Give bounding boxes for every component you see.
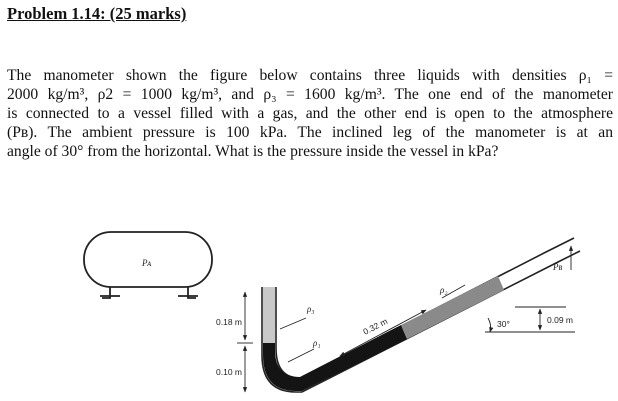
angle-label: 30° [497,319,510,329]
liquid-rho2 [401,276,504,339]
open-end-pressure-label: Pʙ [553,262,563,272]
dimension-right-label: 0.09 m [547,315,573,325]
dimension-incline-label: 0.32 m [361,316,390,337]
dimension-lines [237,246,575,392]
rho1-label: ρ₁ [313,338,321,348]
problem-line: angle of 30° from the horizontal. What is the pressure inside the vessel in kPa? [7,143,499,160]
problem-heading: Problem 1.14: (25 marks) [7,4,187,23]
problem-line: 2000 kg/m³, ρ2 = 1000 kg/m³, and ρ₃ = 1600 kg/m³. The one end of the manometer [7,86,613,103]
dimension-lower-label: 0.10 m [216,367,242,377]
dimension-upper-label: 0.18 m [216,317,242,327]
problem-line: is connected to a vessel filled with a gas, and the other end is open to the atmosphere [7,105,613,122]
liquid-rho3 [263,287,275,343]
problem-line: The manometer shown the figure below contains three liquids with densities ρ₁ = [7,67,613,84]
problem-line: (Pʙ). The ambient pressure is 100 kPa. The inclined leg of the manometer is at an [7,124,613,141]
rho3-label: ρ₃ [307,304,315,314]
rho2-label: ρ₂ [440,285,448,295]
liquid-rho1 [263,325,407,391]
vessel-pressure-label: Pᴀ [142,258,152,268]
